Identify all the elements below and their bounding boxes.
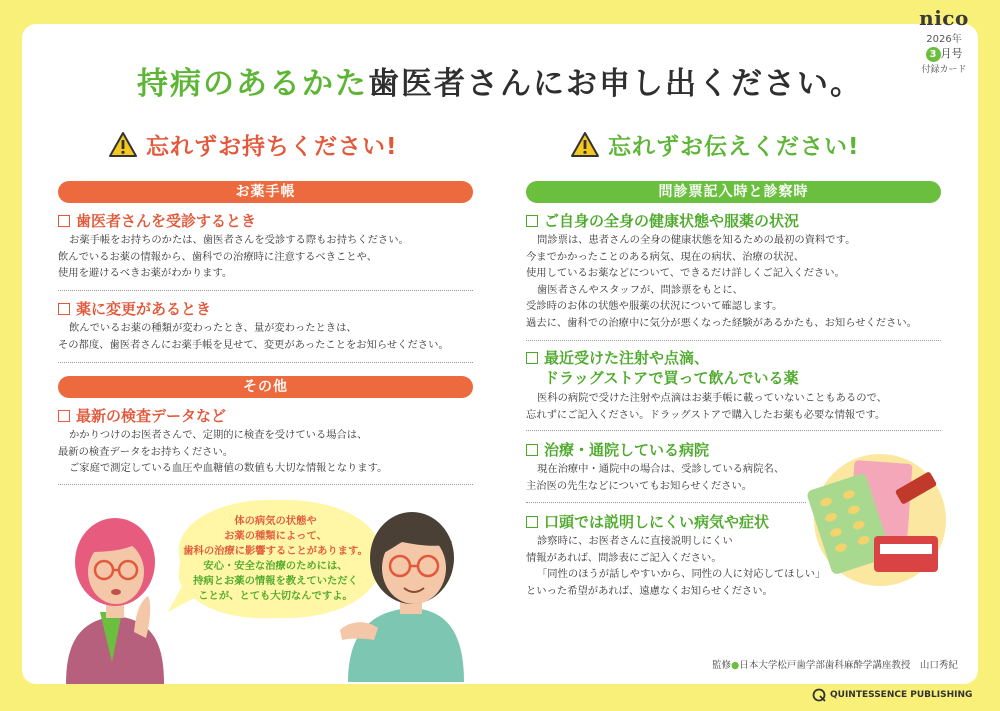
item-title-text: 歯医者さんを受診するとき (76, 212, 257, 230)
checkbox-icon (526, 516, 538, 528)
checkbox-icon (58, 410, 70, 422)
dentist-man-illustration (332, 502, 472, 682)
bubble-line: 安心・安全な治療のためには、 (203, 560, 348, 572)
medicine-illustration (800, 450, 960, 590)
checkbox-icon (58, 303, 70, 315)
item-body (526, 232, 917, 331)
item-body (526, 461, 784, 494)
body-line: 使用を避けるべきお薬がわかります。 (58, 267, 233, 279)
dotted-divider (526, 430, 941, 431)
item-title (58, 210, 256, 231)
body-line: 現在治療中・通院中の場合は、受診している病院名、 (537, 463, 785, 475)
issue-year: 2026年 (926, 34, 962, 45)
body-line: 飲んでいるお薬の情報から、歯科での治療時に注意するべきことや、 (58, 250, 377, 263)
item-title-text: 薬に変更があるとき (76, 300, 212, 318)
publisher-logo (812, 688, 972, 702)
dotted-divider (58, 484, 473, 485)
body-line: 今までかかったことのある病気、現在の病状、治療の状況、 (526, 250, 805, 263)
body-line: 過去に、歯科での治療中に気分が悪くなった経験があるかたも、お知らせください。 (526, 316, 917, 329)
body-line: 歯医者さんやスタッフが、問診票をもとに、 (537, 283, 743, 296)
item-title-line: ドラッグストアで買って飲んでいる薬 (544, 369, 799, 387)
dotted-divider (58, 290, 473, 291)
item-title (526, 210, 799, 231)
bubble-line: 持病とお薬の情報を教えていただく (193, 575, 358, 587)
body-line: 情報があれば、問診表にご記入ください。 (526, 551, 722, 564)
nico-logo: nico (919, 6, 969, 30)
body-line: 主治医の先生などについてもお知らせください。 (526, 479, 753, 492)
bubble-line: ことが、とても大切なんですよ。 (198, 590, 353, 602)
item-title (58, 405, 226, 426)
body-line: 最新の検査データをお持ちください。 (58, 445, 234, 458)
warning-icon (108, 131, 138, 158)
body-line: ご家庭で測定している血圧や血糖値の数値も大切な情報となります。 (69, 462, 388, 474)
item-title-line: 最近受けた注射や点滴、 (544, 349, 710, 367)
item-title (526, 348, 799, 388)
right-heading-text: 忘れずお伝えください! (608, 134, 860, 160)
item-title-text: ご自身の全身の健康状態や服薬の状況 (544, 212, 800, 230)
dotted-divider (526, 340, 941, 341)
bullet-icon: ● (731, 660, 740, 671)
dotted-divider (58, 362, 473, 363)
item-body (58, 320, 449, 353)
checkbox-icon (526, 215, 538, 227)
warning-icon (570, 131, 600, 158)
supervisor-credit (712, 657, 958, 671)
pill-okusuri-techou: お薬手帳 (58, 181, 473, 203)
item-title-text (544, 348, 799, 388)
item-body (526, 390, 887, 423)
body-line: 飲んでいるお薬の種類が変わったとき、量が変わったときは、 (69, 322, 357, 334)
body-line: 使用しているお薬などについて、できるだけ詳しくご記入ください。 (526, 267, 845, 279)
item-title (526, 439, 709, 460)
item-body (526, 533, 825, 599)
item-title (526, 511, 769, 532)
checkbox-icon (526, 444, 538, 456)
pill-monshinhyo: 問診票記入時と診察時 (526, 181, 941, 203)
left-heading-text: 忘れずお持ちください! (146, 134, 398, 160)
item-title-text: 最新の検査データなど (76, 407, 227, 425)
left-heading (108, 128, 398, 161)
body-line: といった希望があれば、遠慮なくお知らせください。 (526, 584, 773, 597)
bubble-line: 歯科の治療に影響することがあります。 (183, 545, 368, 557)
body-line: 忘れずにご記入ください。ドラッグストアで購入したお薬も必要な情報です。 (526, 408, 886, 421)
right-heading (570, 128, 860, 161)
item-body (58, 427, 387, 477)
furoku-label: 付録カード (921, 65, 967, 75)
pill-sonota: その他 (58, 376, 473, 398)
item-title-text: 口頭では説明しにくい病気や症状 (544, 513, 770, 531)
patient-woman-illustration (60, 512, 170, 684)
body-line: 医科の病院で受けた注射や点滴はお薬手帳に載っていないこともあるので、 (537, 392, 887, 404)
body-line: お薬手帳をお持ちのかたは、歯医者さんを受診する際もお持ちください。 (69, 234, 409, 246)
dotted-divider (526, 502, 806, 503)
body-line: かかりつけのお医者さんで、定期的に検査を受けている場合は、 (69, 429, 368, 441)
publisher-q-icon (812, 688, 826, 702)
item-title (58, 298, 211, 319)
item-body (58, 232, 409, 282)
body-line: 受診時のお体の状態や服薬の状況について確認します。 (526, 300, 783, 312)
month-suffix: 月号 (940, 47, 963, 60)
body-line: 問診票は、患者さんの全身の健康状態を知るための最初の資料です。 (537, 234, 856, 246)
body-line: 診察時に、お医者さんに直接説明しにくい (537, 535, 733, 547)
body-line: 「同性のほうが話しやすいから、同性の人に対応してほしい」 (537, 568, 826, 580)
page-title (0, 58, 1000, 103)
item-title-text: 治療・通院している病院 (544, 441, 710, 459)
publisher-name: QUINTESSENCE PUBLISHING (830, 690, 973, 700)
body-line: その都度、歯医者さんにお薬手帳を見せて、変更があったことをお知らせください。 (58, 338, 449, 351)
bubble-line: 体の病気の状態や (234, 515, 317, 527)
bubble-line: お薬の種類によって、 (224, 530, 327, 542)
month-number: 3 (926, 47, 941, 62)
title-dark-part: 歯医者さんにお申し出ください。 (368, 66, 863, 102)
credit-prefix: 監修 (712, 660, 732, 671)
credit-text: 日本大学松戸歯学部歯科麻酔学講座教授 山口秀紀 (739, 660, 958, 671)
checkbox-icon (526, 352, 538, 364)
title-green-part: 持病のあるかた (137, 66, 368, 102)
checkbox-icon (58, 215, 70, 227)
